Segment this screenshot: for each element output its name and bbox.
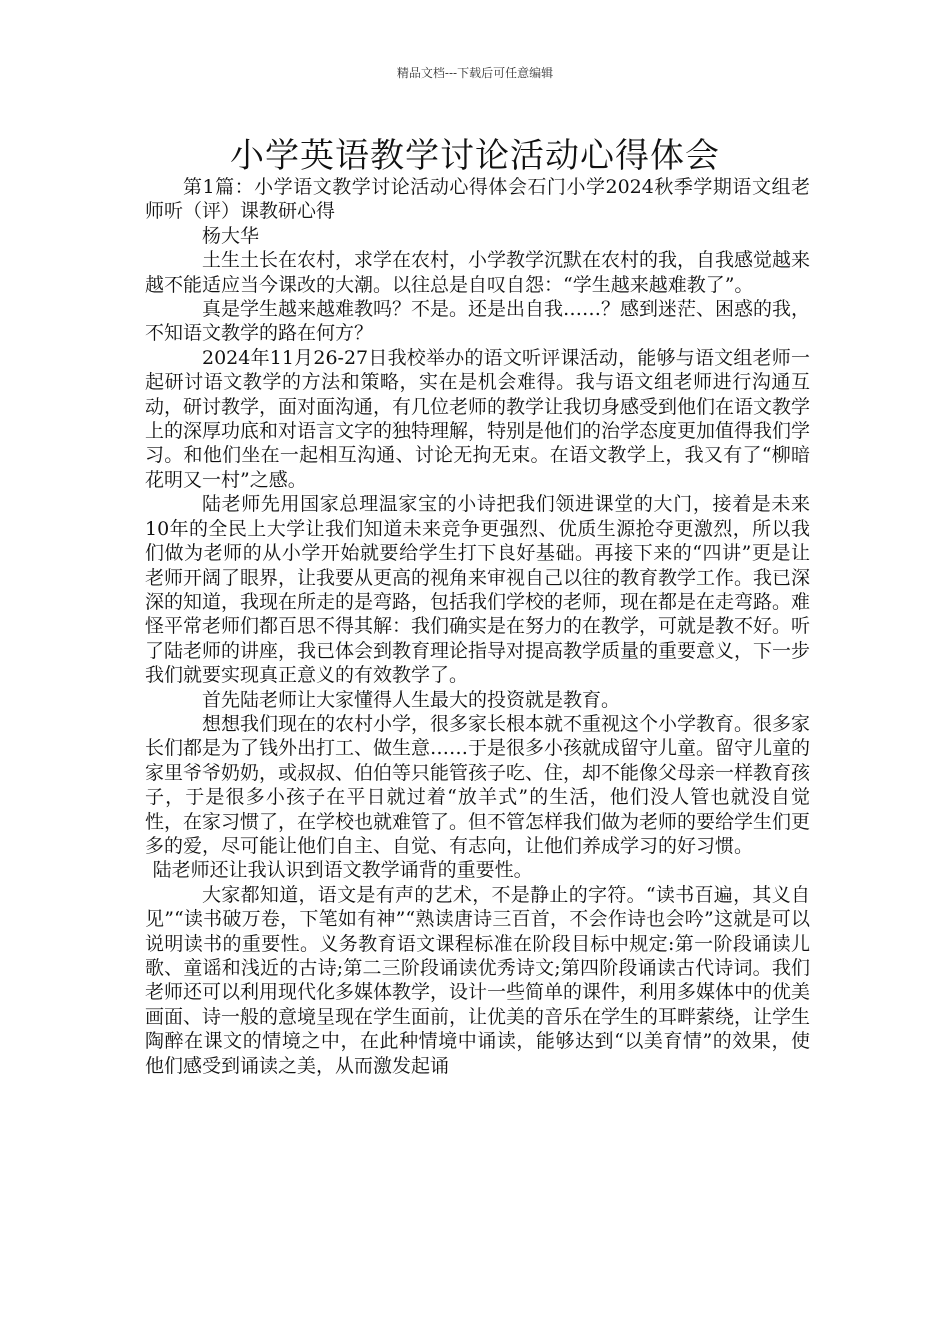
paragraph: 陆老师先用国家总理温家宝的小诗把我们领进课堂的大门，接着是未来10年的全民上大学让我们知道未来竞争更强烈、优质生源抢夺更激烈，所以我们做为老师的从小学开始就要给学生打下良好基础。再接下来的“四讲”更是让老师开阔了眼界，让我要从更高的视角来审视自己以往的教育教学工作。我已深深的知道，我现在所走的是弯路，包括我们学校的老师，现在都是在走弯路。难怪平常老师们都百思不得其解：我们确实是在努力的在教学，可就是教不好。听了陆老师的讲座，我已体会到教育理论指导对提高教学质量的重要意义，下一步我们就要实现真正意义的有效教学了。 [145, 493, 811, 687]
paragraph: 真是学生越来越难教吗？不是。还是出自我……？感到迷茫、困惑的我，不知语文教学的路在何方？ [145, 298, 811, 345]
paragraph: 陆老师还让我认识到语文教学诵背的重要性。 [152, 859, 533, 882]
paragraph: 大家都知道，语文是有声的艺术，不是静止的字符。“读书百遍，其义自见”“读书破万卷，下笔如有神”“熟读唐诗三百首，不会作诗也会吟”这就是可以说明读书的重要性。义务教育语文课程标准在阶段目标中规定:第一阶段诵读儿歌、童谣和浅近的古诗;第二三阶段诵读优秀诗文;第四阶段诵读古代诗词。我们老师还可以利用现代化多媒体教学，设计一些简单的课件，利用多媒体中的优美画面、诗一般的意境呈现在学生面前，让优美的音乐在学生的耳畔萦绕，让学生陶醉在课文的情境之中，在此种情境中诵读，能够达到“以美育情”的效果，使他们感受到诵读之美，从而激发起诵 [145, 883, 811, 1077]
document-title: 小学英语教学讨论活动心得体会 [230, 136, 720, 176]
paragraph: 土生土长在农村，求学在农村，小学教学沉默在农村的我，自我感觉越来越不能适应当今课改的大潮。以往总是自叹自怨：“学生越来越难教了”。 [145, 249, 811, 296]
document-subtitle: 第1篇：小学语文教学讨论活动心得体会石门小学2024秋季学期语文组老师听（评）课教研心得 [145, 176, 810, 223]
page-header: 精品文档---下载后可任意编辑 [396, 66, 554, 80]
paragraph: 首先陆老师让大家懂得人生最大的投资就是教育。 [202, 688, 621, 711]
paragraph: 2024年11月26-27日我校举办的语文听评课活动，能够与语文组老师一起研讨语文教学的方法和策略，实在是机会难得。我与语文组老师进行沟通互动，研讨教学，面对面沟通，有几位老师的教学让我切身感受到他们在语文教学上的深厚功底和对语言文字的独特理解，特别是他们的治学态度更加值得我们学习。和他们坐在一起相互沟通、讨论无拘无束。在语文教学上，我又有了“柳暗花明又一村”之感。 [145, 346, 811, 491]
document-author: 杨大华 [202, 224, 260, 247]
document-body [145, 175, 810, 1078]
paragraph: 想想我们现在的农村小学，很多家长根本就不重视这个小学教育。很多家长们都是为了钱外出打工、做生意……于是很多小孩就成留守儿童。留守儿童的家里爷爷奶奶，或叔叔、伯伯等只能管孩子吃、住，却不能像父母亲一样教育孩子，于是很多小孩子在平日就过着“放羊式”的生活，他们没人管也就没自觉性，在家习惯了，在学校也就难管了。但不管怎样我们做为老师的要给学生们更多的爱，尽可能让他们自主、自觉、有志向，让他们养成学习的好习惯。 [145, 712, 811, 857]
